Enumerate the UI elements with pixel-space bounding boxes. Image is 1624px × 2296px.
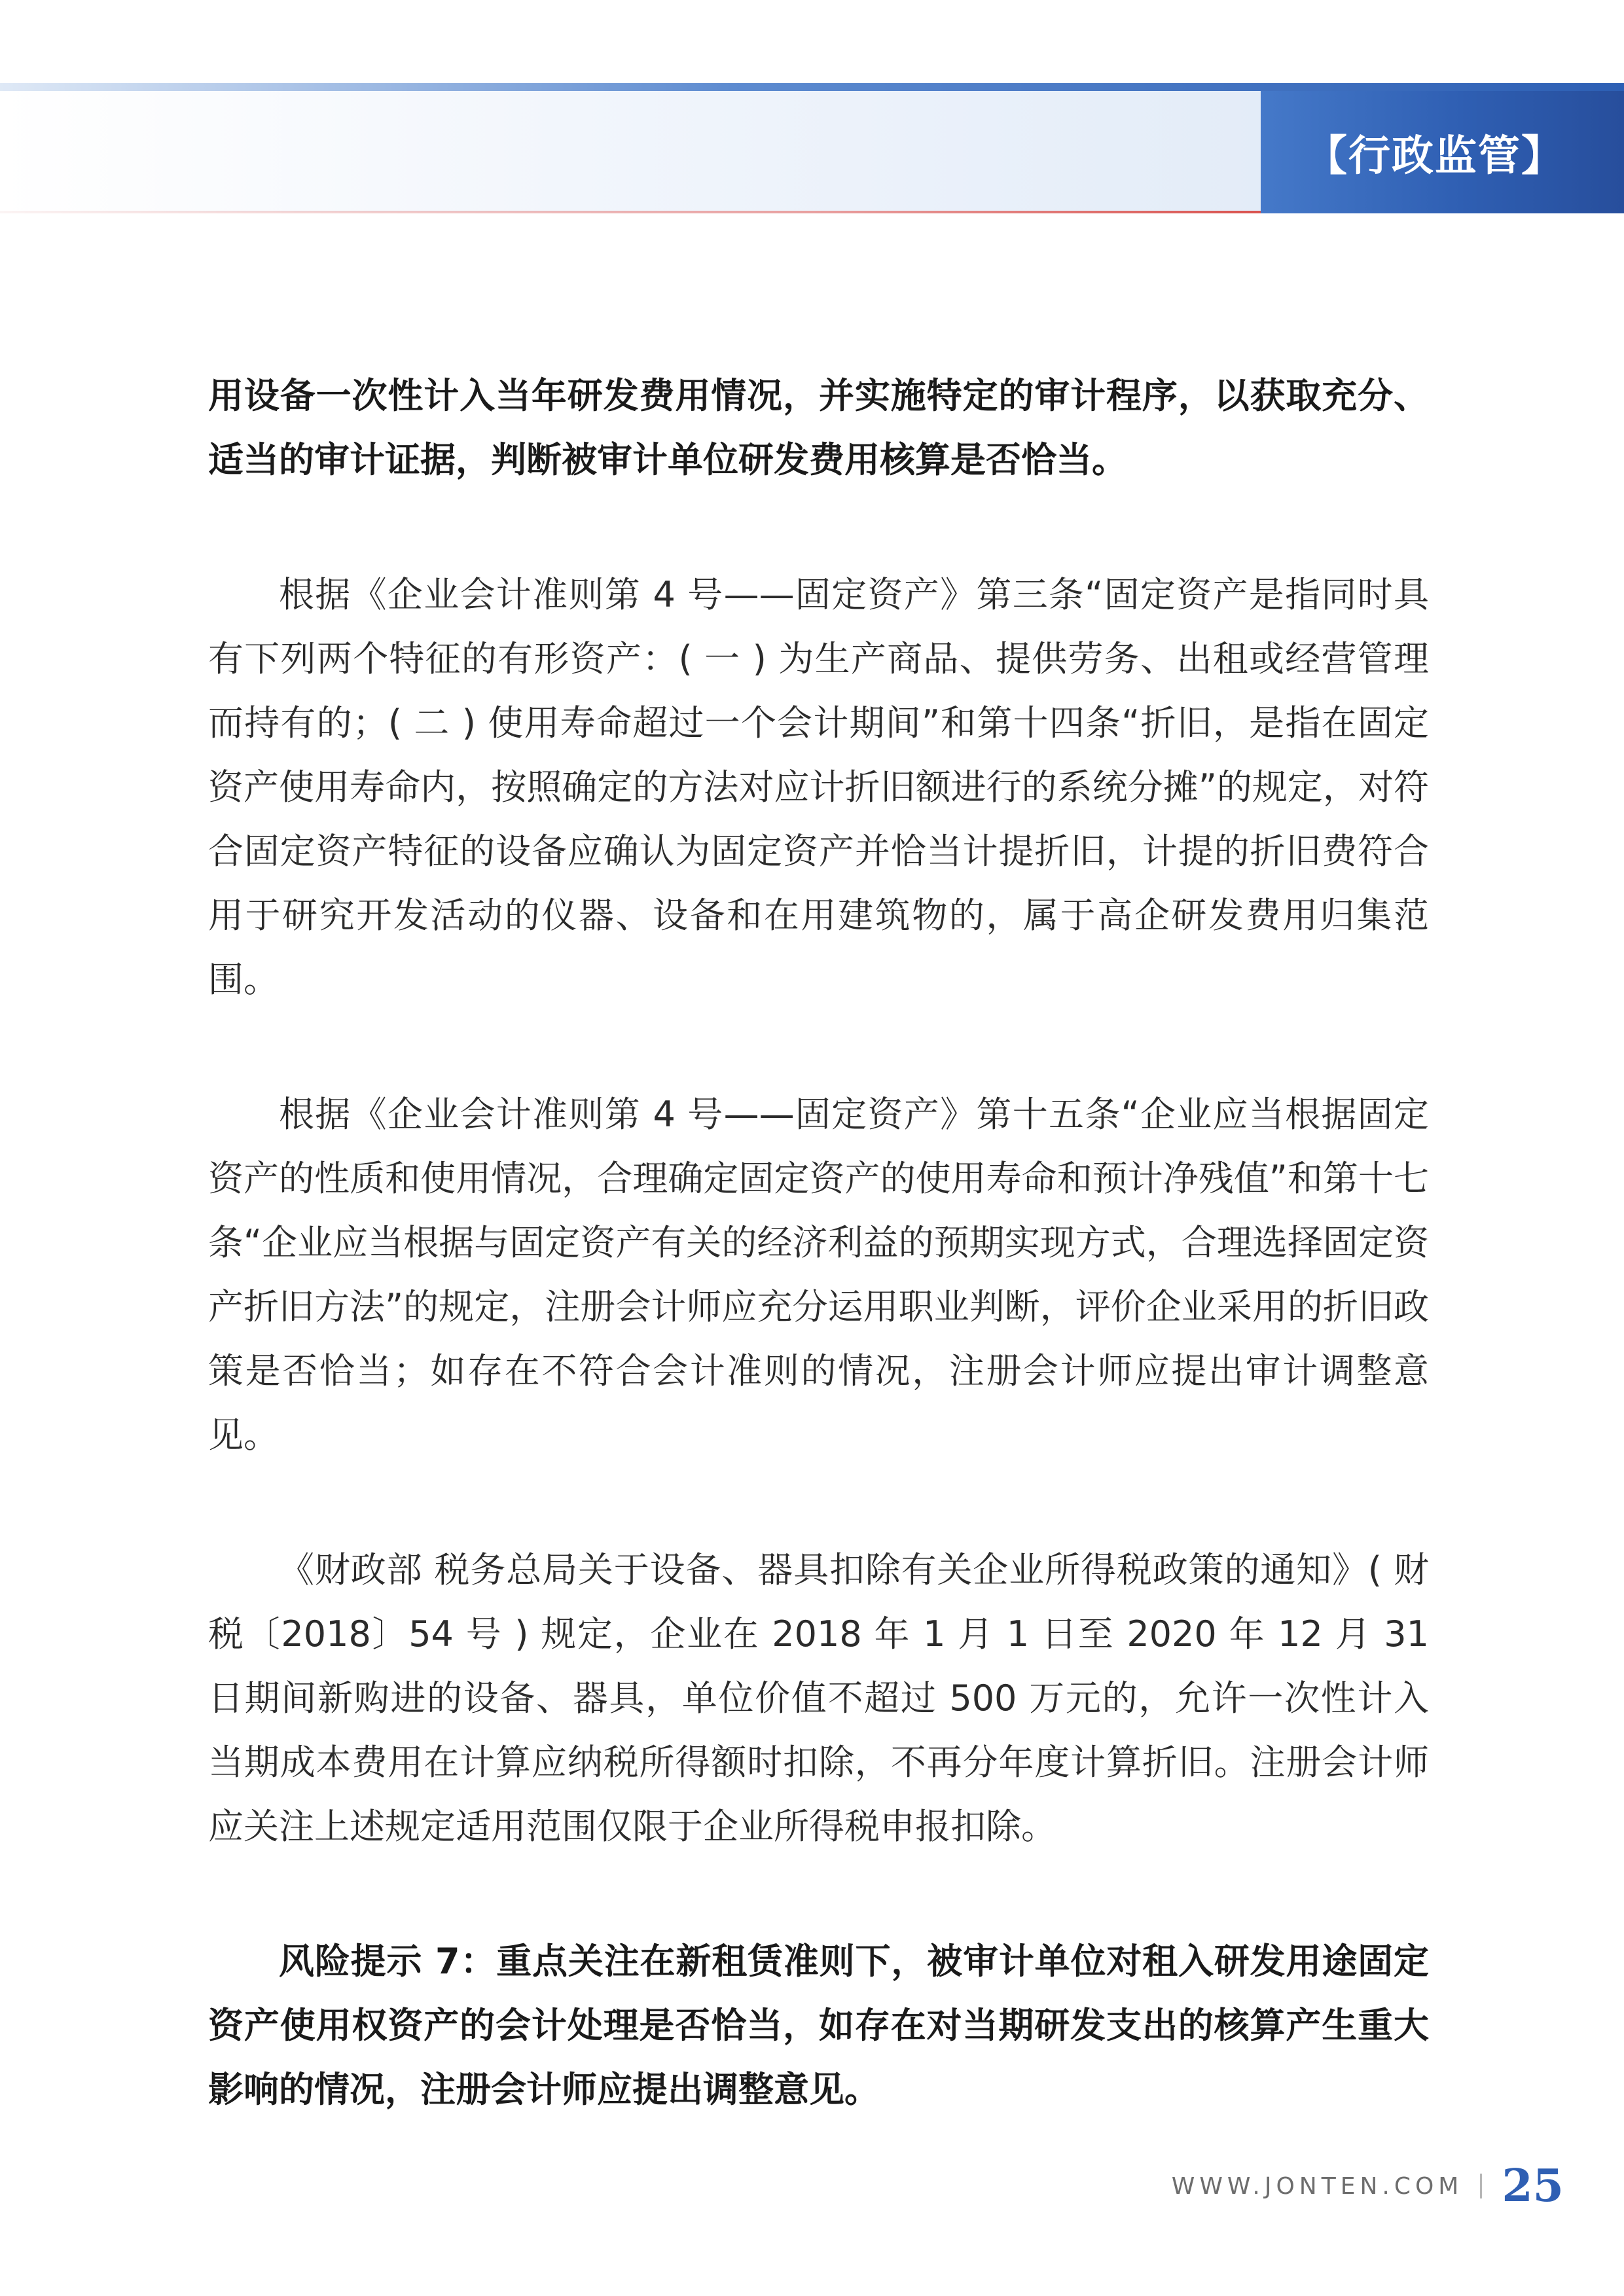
website-url: WWW.JONTEN.COM	[1171, 2172, 1464, 2200]
header-rule	[0, 211, 1261, 213]
page-footer	[1172, 2157, 1564, 2215]
footer-divider	[1480, 2174, 1482, 2198]
paragraph-continued-bold: 用设备一次性计入当年研发费用情况，并实施特定的审计程序，以获取充分、适当的审计证据，判断被审计单位研发费用核算是否恰当。	[208, 375, 1429, 480]
paragraph-fixed-asset-definition: 根据《企业会计准则第 4 号——固定资产》第三条“固定资产是指同时具有下列两个特征的有形资产：( 一 ) 为生产商品、提供劳务、出租或经营管理而持有的；( 二 ) 使用寿命超过一个会计期间”和第十四条“折旧，是指在固定资产使用寿命内，按照确定的方法对应计折旧额进行的系统分摊”的规定，对符合固定资产特征的设备应确认为固定资产并恰当计提折旧，计提的折旧费符合用于研究开发活动的仪器、设备和在用建筑物的，属于高企研发费用归集范围。	[208, 574, 1430, 1000]
page-number: 25	[1502, 2160, 1564, 2212]
section-tag: 【行政监管】	[1261, 91, 1624, 213]
paragraph-depreciation-policy: 根据《企业会计准则第 4 号——固定资产》第十五条“企业应当根据固定资产的性质和使用情况，合理确定固定资产的使用寿命和预计净残值”和第十七条“企业应当根据与固定资产有关的经济利益的预期实现方式，合理选择固定资产折旧方法”的规定，注册会计师应充分运用职业判断，评价企业采用的折旧政策是否恰当；如存在不符合会计准则的情况，注册会计师应提出审计调整意见。	[208, 1094, 1429, 1456]
paragraph-tax-notice: 《财政部 税务总局关于设备、器具扣除有关企业所得税政策的通知》( 财税〔2018〕54 号 ) 规定，企业在 2018 年 1 月 1 日至 2020 年 12 月 31 日期间新购进的设备、器具，单位价值不超过 500 万元的，允许一次性计入当期成本费用在计算应纳税所得额时扣除，不再分年度计算折旧。注册会计师应关注上述规定适用范围仅限于企业所得税申报扣除。	[208, 1549, 1429, 1847]
article-body	[208, 364, 1429, 2122]
header-band	[0, 91, 1261, 212]
header-accent-bar	[0, 83, 1624, 91]
paragraph-risk-tip-7: 风险提示 7：重点关注在新租赁准则下，被审计单位对租入研发用途固定资产使用权资产的会计处理是否恰当，如存在对当期研发支出的核算产生重大影响的情况，注册会计师应提出调整意见。	[208, 1941, 1429, 2110]
